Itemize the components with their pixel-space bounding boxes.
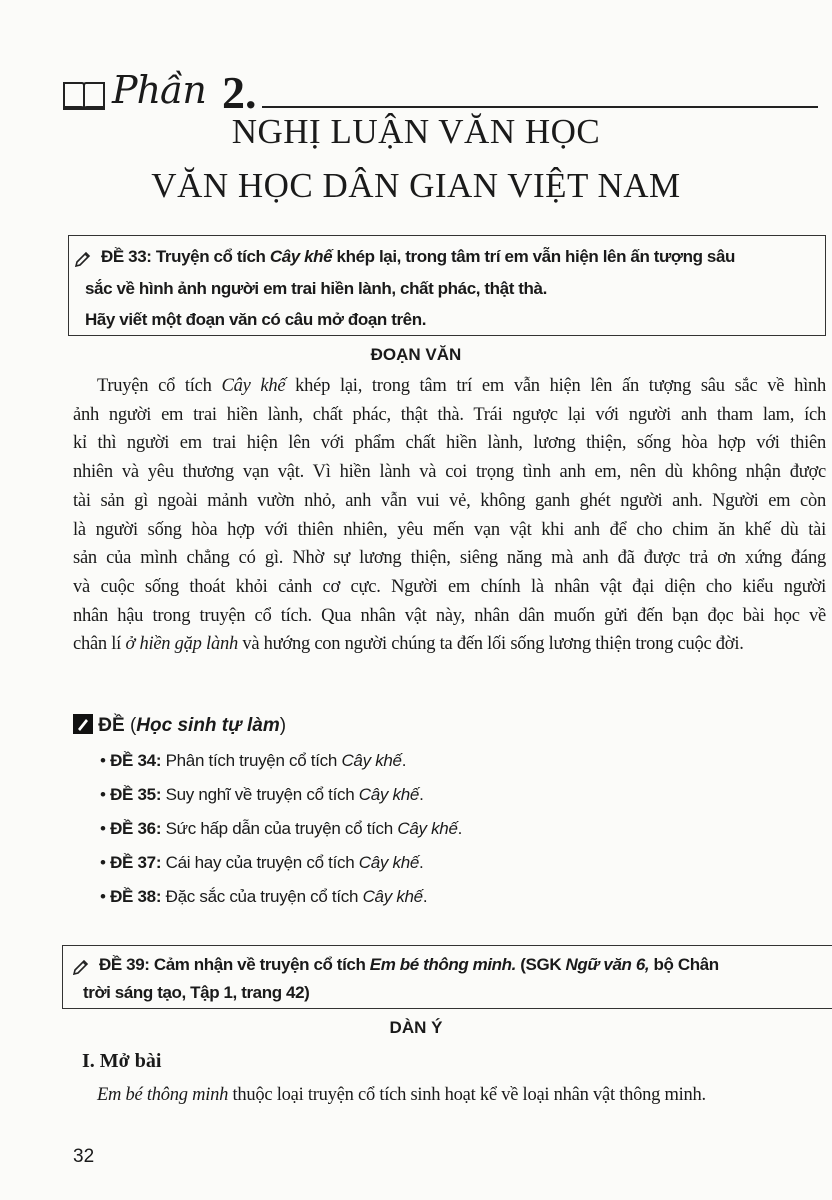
text-segment: bộ Chân bbox=[649, 955, 719, 974]
text-segment: là người sống hòa hợp với thiên nhiên, yêu mến vạn vật khi anh để cho chim ăn khế dù tài bbox=[73, 519, 826, 540]
text-segment: Em bé thông minh bbox=[97, 1085, 229, 1105]
paragraph-line bbox=[73, 491, 826, 517]
prompt-39-line bbox=[83, 983, 309, 1003]
part-header bbox=[62, 66, 832, 116]
header-rule bbox=[262, 106, 818, 108]
paragraph-line bbox=[73, 433, 826, 459]
paragraph-line bbox=[73, 548, 826, 574]
pencil-icon bbox=[73, 957, 91, 975]
bullet-icon: • bbox=[100, 785, 111, 804]
text-segment: khép lại, trong tâm trí em vẫn hiện lên ấn tượng sâu bbox=[332, 247, 735, 266]
self-study-item: • ĐỀ 36: Sức hấp dẫn của truyện cổ tích Cây khế. bbox=[100, 819, 463, 838]
text-segment: và hướng con người chúng ta đến lối sống lương thiện trong cuộc đời. bbox=[237, 634, 744, 655]
text-segment: kỉ thì người em trai hiện lên với phẩm chất hiền lành, lương thiện, sống hòa hợp với thiên bbox=[73, 433, 826, 454]
subheading-intro: I. Mở bài bbox=[82, 1050, 162, 1072]
paragraph-line bbox=[97, 376, 826, 402]
text-segment: chân lí bbox=[73, 634, 126, 655]
text-segment: (SGK bbox=[515, 955, 566, 974]
self-study-item: • ĐỀ 37: Cái hay của truyện cổ tích Cây khế. bbox=[100, 853, 424, 872]
text-segment: ở hiền gặp lành bbox=[125, 634, 238, 655]
text-segment: Em bé thông minh. bbox=[369, 955, 516, 974]
text-segment: khép lại, trong tâm trí em vẫn hiện lên ấn tượng sâu sắc về hình bbox=[285, 376, 826, 396]
text-segment: Ngữ văn 6, bbox=[565, 955, 650, 974]
page-number: 32 bbox=[73, 1146, 95, 1167]
text-segment: Cây khế bbox=[221, 376, 286, 396]
prompt-39-line bbox=[99, 955, 719, 975]
prompt-33-line bbox=[101, 247, 735, 267]
self-study-heading: ĐỀ (Học sinh tự làm) bbox=[73, 714, 286, 737]
section-heading-paragraph: ĐOẠN VĂN bbox=[370, 345, 462, 364]
paragraph-line bbox=[73, 634, 826, 660]
text-segment: ảnh người em trai hiền lành, chất phác, thật thà. Trái ngược lại với người anh tham lam, ích bbox=[73, 404, 826, 425]
text-segment: tài sản gì ngoài mảnh vườn nhỏ, anh vẫn vui vẻ, không ganh ghét người anh. Người em còn bbox=[73, 490, 826, 511]
self-study-item: • ĐỀ 35: Suy nghĩ về truyện cổ tích Cây khế. bbox=[100, 785, 424, 804]
prompt-33-line bbox=[85, 310, 426, 330]
bullet-icon: • bbox=[100, 887, 111, 906]
self-study-item: • ĐỀ 34: Phân tích truyện cổ tích Cây khế. bbox=[100, 751, 407, 770]
text-segment: sắc về hình ảnh người em trai hiền lành, chất phác, thật thà. bbox=[85, 279, 547, 298]
self-study-item: • ĐỀ 38: Đặc sắc của truyện cổ tích Cây khế. bbox=[100, 887, 428, 906]
open-book-icon bbox=[62, 80, 106, 112]
part-label: Phần bbox=[112, 68, 206, 112]
paragraph-line bbox=[73, 405, 826, 431]
part-number: 2. bbox=[222, 67, 257, 118]
text-segment: Cây khế bbox=[269, 247, 333, 266]
paragraph-line bbox=[73, 462, 826, 488]
section-heading-outline: DÀN Ý bbox=[389, 1018, 443, 1037]
text-segment: ĐỀ 33: Truyện cổ tích bbox=[101, 247, 270, 266]
bullet-icon: • bbox=[100, 819, 111, 838]
self-study-note: Học sinh tự làm bbox=[136, 715, 280, 736]
paragraph-line bbox=[73, 520, 826, 546]
chapter-title: NGHỊ LUẬN VĂN HỌC bbox=[231, 112, 601, 151]
bullet-icon: • bbox=[100, 751, 111, 770]
prompt-33-box bbox=[68, 235, 826, 336]
text-segment: Truyện cổ tích bbox=[97, 376, 222, 396]
text-segment: nhiên và yêu thương vạn vật. Vì hiền lành và coi trọng tình anh em, nên dù không nhận được bbox=[73, 462, 826, 483]
pencil-icon bbox=[75, 249, 93, 267]
intro-sentence bbox=[97, 1085, 706, 1106]
text-segment: nhân hậu trong truyện cổ tích. Qua nhân vật này, nhân dân muốn gửi đến bạn đọc bài học về bbox=[73, 605, 826, 626]
text-segment: ĐỀ 39: Cảm nhận về truyện cổ tích bbox=[99, 955, 370, 974]
text-segment: trời sáng tạo, Tập 1, trang 42) bbox=[83, 983, 310, 1002]
paragraph-line bbox=[73, 606, 826, 632]
text-segment: sản của mình chẳng có gì. Nhờ sự lương thiện, siêng năng mà anh đã được trả ơn xứng đáng bbox=[73, 548, 826, 569]
chapter-subtitle: VĂN HỌC DÂN GIAN VIỆT NAM bbox=[151, 166, 681, 205]
text-segment: và cuộc sống thoát khỏi cảnh cơ cực. Người em chính là nhân vật đại diện cho kiểu người bbox=[73, 576, 826, 597]
text-segment: Hãy viết một đoạn văn có câu mở đoạn trên. bbox=[85, 310, 427, 329]
self-study-label: ĐỀ bbox=[98, 715, 125, 736]
prompt-33-line bbox=[85, 279, 547, 299]
prompt-39-box bbox=[62, 945, 832, 1009]
text-segment: thuộc loại truyện cổ tích sinh hoạt kể về loại nhân vật thông minh. bbox=[228, 1085, 706, 1105]
paragraph-line bbox=[73, 577, 826, 603]
bullet-icon: • bbox=[100, 853, 111, 872]
pencil-square-icon bbox=[73, 714, 93, 734]
